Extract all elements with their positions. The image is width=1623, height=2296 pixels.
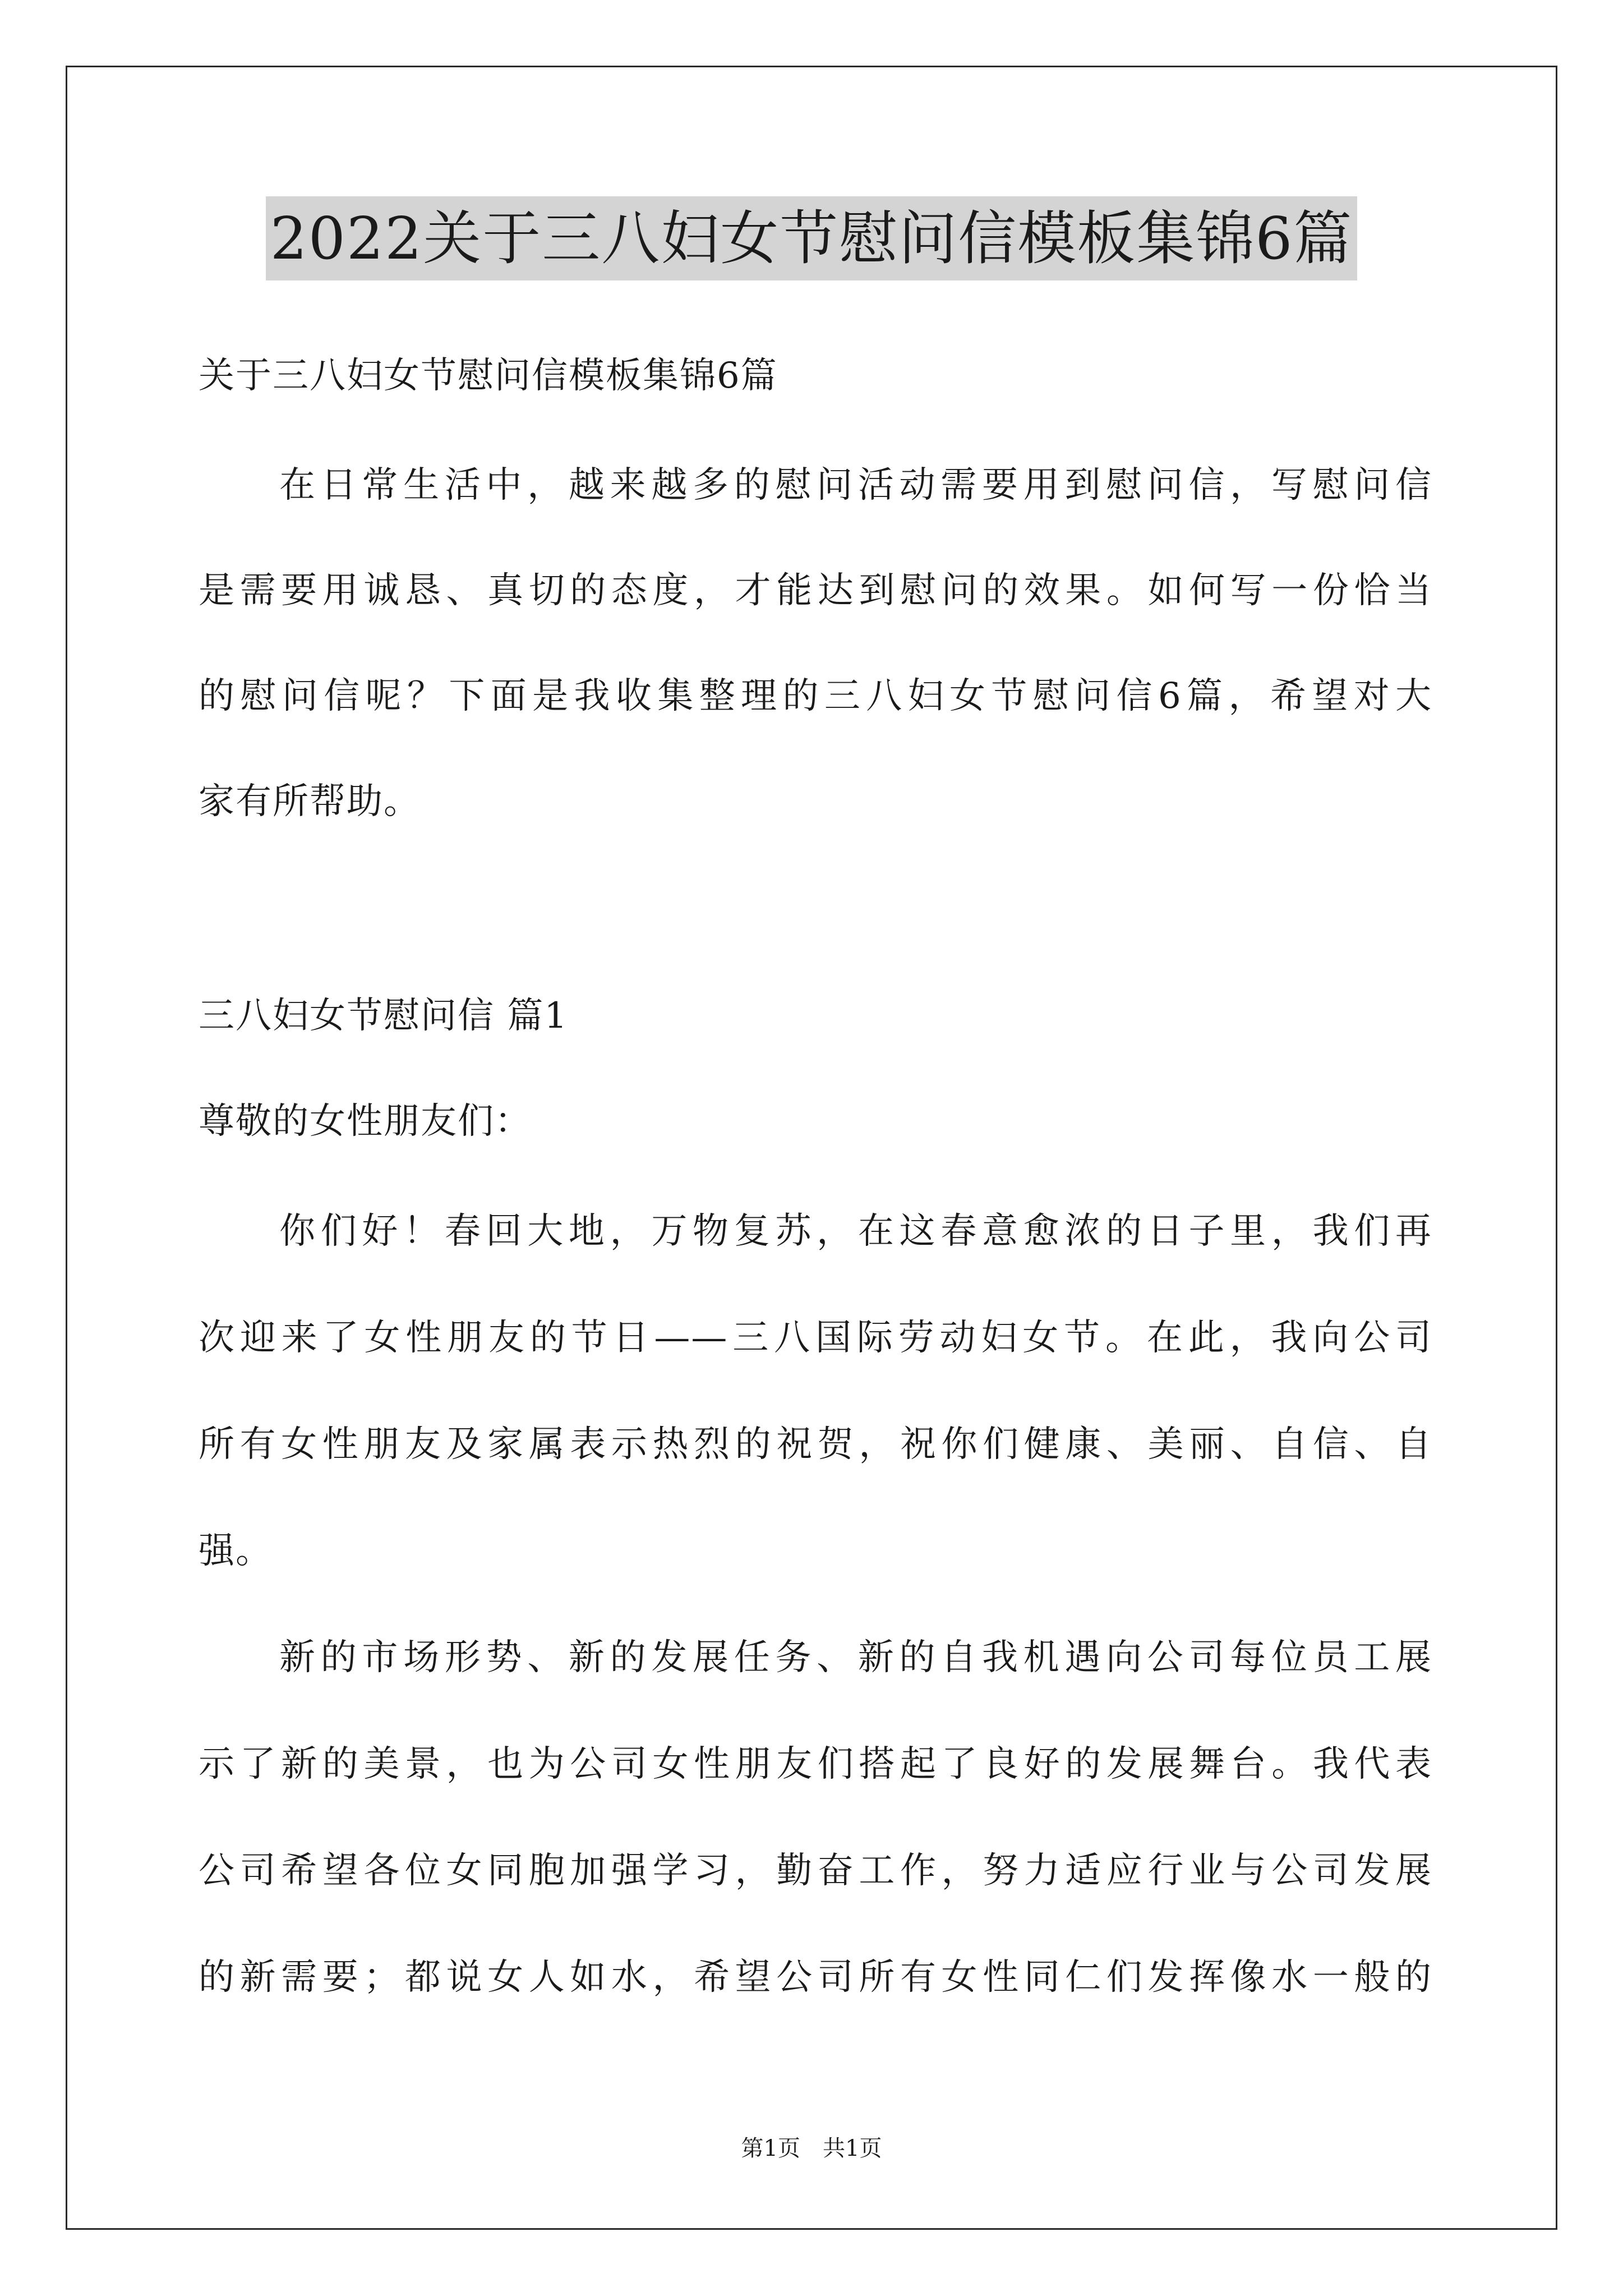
document-title-text: 2022关于三八妇女节慰问信模板集锦6篇 [266, 196, 1358, 280]
document-title [0, 196, 1623, 280]
paragraph2-line-2: 示了新的美景，也为公司女性朋友们搭起了良好的发展舞台。我代表 [199, 1743, 1432, 1785]
salutation: 尊敬的女性朋友们： [199, 1101, 532, 1142]
paragraph1-line-2: 次迎来了女性朋友的节日——三八国际劳动妇女节。在此，我向公司 [199, 1317, 1432, 1359]
intro-line-2: 是需要用诚恳、真切的态度，才能达到慰问的效果。如何写一份恰当 [199, 570, 1432, 611]
paragraph2-line-3: 公司希望各位女同胞加强学习，勤奋工作，努力适应行业与公司发展 [199, 1850, 1432, 1892]
intro-line-4: 家有所帮助。 [199, 781, 421, 822]
paragraph1-line-3: 所有女性朋友及家属表示热烈的祝贺，祝你们健康、美丽、自信、自 [199, 1424, 1432, 1465]
page-footer: 第1页 共1页 [741, 2136, 882, 2161]
intro-line-3: 的慰问信呢？下面是我收集整理的三八妇女节慰问信6篇，希望对大 [199, 675, 1432, 717]
paragraph2-line-1: 新的市场形势、新的发展任务、新的自我机遇向公司每位员工展 [279, 1637, 1432, 1678]
paragraph2-line-4: 的新需要；都说女人如水，希望公司所有女性同仁们发挥像水一般的 [199, 1957, 1432, 1998]
section-heading: 三八妇女节慰问信 篇1 [199, 995, 569, 1037]
intro-line-1: 在日常生活中，越来越多的慰问活动需要用到慰问信，写慰问信 [279, 464, 1432, 506]
paragraph1-line-1: 你们好！春回大地，万物复苏，在这春意愈浓的日子里，我们再 [279, 1211, 1432, 1252]
paragraph1-line-4: 强。 [199, 1530, 273, 1572]
document-subtitle: 关于三八妇女节慰问信模板集锦6篇 [199, 355, 778, 397]
